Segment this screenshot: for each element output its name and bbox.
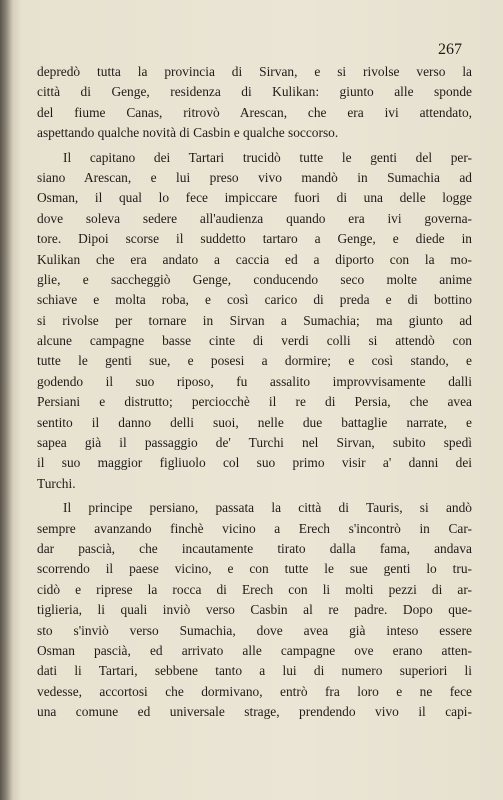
paragraph-1	[37, 62, 472, 144]
text-line: sempre avanzando finchè vicino a Erech s'incontrò in Car-	[37, 520, 472, 536]
text-line: cidò e riprese la rocca di Erech con li molti pezzi di ar-	[37, 581, 472, 597]
text-line: aspettando qualche novità di Casbin e qualche soccorso.	[37, 125, 339, 141]
text-line: tore. Dipoi scorse il suddetto tartaro a Genge, e diede in	[37, 231, 472, 247]
text-line: una comune ed universale strage, prendendo vivo il capi-	[37, 704, 472, 720]
text-line: Osman pascià, ed arrivato alle campagne ove erano atten-	[37, 642, 472, 658]
text-line: Persiani e distrutto; perciocchè il re di Persia, che avea	[37, 394, 472, 410]
text-line: del fiume Canas, ritrovò Arescan, che era ivi attendato,	[37, 104, 472, 120]
text-line: sapea già il passaggio de' Turchi nel Sirvan, subito spedì	[37, 435, 472, 451]
text-line: Kulikan che era andato a caccia ed a diporto con la mo-	[37, 251, 472, 267]
text-line: alcune campagne basse cinte di verdi colli si attendò con	[37, 333, 472, 349]
text-line: vedesse, accortosi che dormivano, entrò fra loro e ne fece	[37, 683, 472, 699]
text-line: schiave e molta roba, e così carico di preda e di bottino	[37, 292, 472, 308]
page-number: 267	[438, 41, 462, 58]
text-line: si rivolse per tornare in Sirvan a Sumachia; ma giunto ad	[37, 312, 472, 328]
text-line: scorrendo il paese vicino, e con tutte le sue genti lo tru-	[37, 561, 472, 577]
paragraph-3	[37, 498, 472, 722]
text-line: città di Genge, residenza di Kulikan: giunto alle sponde	[37, 84, 472, 100]
text-line: tutte le genti sue, e posesi a dormire; e così stando, e	[37, 353, 472, 369]
text-line: siano Arescan, e lui preso vivo mandò in Sumachia ad	[37, 169, 472, 185]
text-line: sto s'inviò verso Sumachia, dove avea già inteso essere	[37, 622, 472, 638]
text-line: glie, e saccheggiò Genge, conducendo seco molte anime	[37, 271, 472, 287]
text-line: Turchi.	[37, 475, 76, 491]
text-line: depredò tutta la provincia di Sirvan, e si rivolse verso la	[37, 64, 472, 79]
text-line: godendo il suo riposo, fu assalito improvvisamente dalli	[37, 373, 472, 389]
body-text	[37, 62, 472, 723]
text-line: dar pascià, che incautamente tirato dalla fama, andava	[37, 540, 472, 556]
paragraph-2	[37, 148, 472, 495]
text-line: Il capitano dei Tartari trucidò tutte le genti del per-	[63, 149, 472, 165]
text-line: dati li Tartari, sebbene tanto a lui di numero superiori li	[37, 663, 472, 679]
text-line: tiglieria, li quali inviò verso Casbin al re padre. Dopo que-	[37, 602, 472, 618]
text-line: sentito il danno delli suoi, nelle due battaglie narrate, e	[37, 414, 472, 430]
text-line: Osman, il qual lo fece impiccare fuori di una delle logge	[37, 190, 472, 206]
text-line: il suo maggior figliuolo col suo primo visir a' danni dei	[37, 455, 472, 471]
text-line: dove soleva sedere all'audienza quando era ivi governa-	[37, 210, 472, 226]
text-line: Il principe persiano, passata la città di Tauris, si andò	[63, 500, 472, 516]
